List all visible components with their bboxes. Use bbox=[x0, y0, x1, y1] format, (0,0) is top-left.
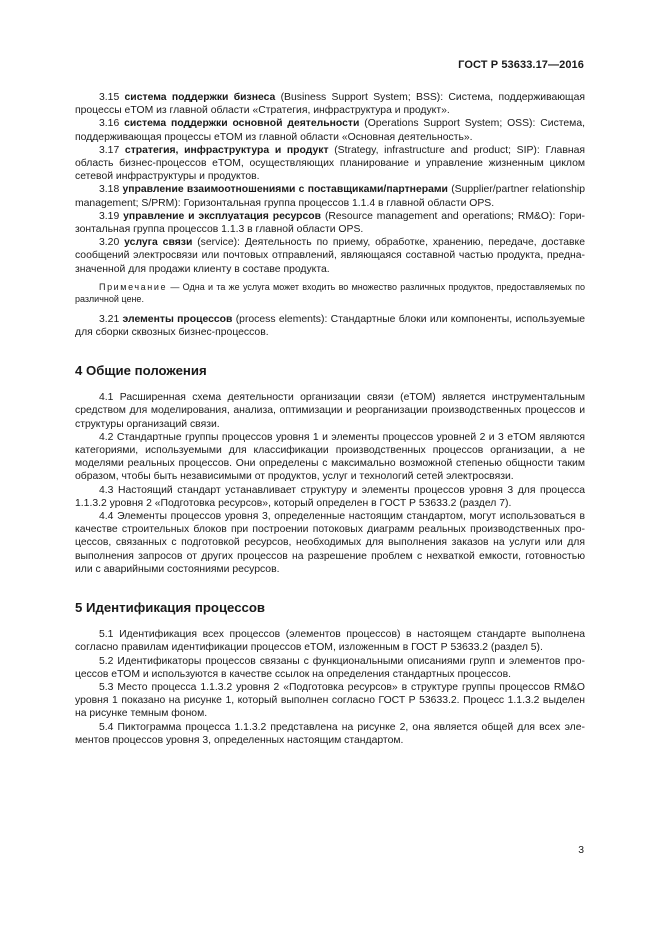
term-definition: (process elements): Стандартные блоки или компоненты, используемые для сборки сквозных бизнес-процессов. bbox=[75, 313, 585, 339]
term-3-20 bbox=[75, 236, 585, 276]
note-text: — Одна и та же услуга может входить во множество различных продуктов, предоставляемых по различной цене. bbox=[75, 281, 585, 304]
paragraph-5-3: 5.3 Место процесса 1.1.3.2 уровня 2 «Подготовка ресурсов» в структуре группы процессов RM&O уровня 1 показано на рисунке 1, который выполнен согласно ГОСТ Р 53633.2. Процесс 1.1.3.2 выделен на рисунке темным фоном. bbox=[75, 681, 585, 720]
paragraph-5-4: 5.4 Пиктограмма процесса 1.1.3.2 представлена на рисунке 2, она является общей для всех элементов процессов уровня 3, определенных настоящим стандартом. bbox=[75, 721, 585, 746]
term-definition: (Strategy, infrastructure and product; SIP): Главная область бизнес-процессов eTOM, осуществляющих планирование и управление жизненным циклом сетевой инфраструктуры и продуктов. bbox=[75, 144, 585, 183]
paragraph-4-2: 4.2 Стандартные группы процессов уровня 1 и элементы процессов уровней 2 и 3 eTOM являются категориями, используемыми для классификации производственных процессов организации, а не моделями реальных процессов. Они определены с максимально возможной степенью общности таким образом, чтобы быть независимыми от продуктов, услуг и технологий сетей электросвязи. bbox=[75, 431, 585, 483]
term-3-19 bbox=[75, 210, 585, 236]
term-definition: (Supplier/partner relationship management; S/PRM): Горизонтальная группа процессов 1.1.4 в главной области OPS. bbox=[75, 184, 585, 209]
term-number: 3.15 bbox=[99, 92, 120, 103]
term-number: 3.16 bbox=[99, 118, 120, 130]
term-definition: (service): Деятельность по приему, обработке, хранению, передаче, доставке сообщений электросвязи или почтовых отправлений, являющаяся составной частью продукта, предназначенной для продажи клиенту в составе продукта. bbox=[75, 237, 585, 275]
term-definition: (Resource management and operations; RM&O): Горизонтальная группа процессов 1.1.3 в главной области OPS. bbox=[75, 210, 586, 236]
term-3-21 bbox=[75, 313, 585, 339]
term-name: стратегия, инфраструктура и продукт bbox=[124, 144, 329, 156]
term-name: система поддержки основной деятельности bbox=[124, 118, 360, 130]
paragraph-4-1: 4.1 Расширенная схема деятельности организации связи (eTOM) является инструментальным средством для моделирования, анализа, оптимизации и реорганизации производственных процессов и структуры организаций связи. bbox=[75, 392, 585, 430]
term-number: 3.20 bbox=[99, 237, 120, 249]
term-3-15 bbox=[75, 91, 585, 117]
paragraph-5-1: 5.1 Идентификация всех процессов (элементов процессов) в настоящем стандарте выполнена согласно правилам идентификации процессов eTOM, изложенным в ГОСТ Р 53633.2 (раздел 5). bbox=[75, 629, 585, 654]
term-number: 3.19 bbox=[99, 210, 120, 222]
term-name: элементы процессов bbox=[122, 313, 233, 325]
term-name: система поддержки бизнеса bbox=[124, 92, 276, 103]
term-number: 3.21 bbox=[99, 313, 120, 325]
note bbox=[75, 281, 585, 305]
term-definition: (Operations Support System; OSS): Система, поддерживающая процессы eTOM из главной области «Основная деятельность». bbox=[75, 118, 585, 143]
term-number: 3.18 bbox=[99, 184, 120, 196]
term-name: услуга связи bbox=[124, 237, 193, 249]
note-label: Примечание bbox=[99, 281, 168, 292]
document-body bbox=[75, 91, 585, 747]
term-name: управление и эксплуатация ресурсов bbox=[123, 210, 322, 222]
term-3-17 bbox=[75, 144, 585, 184]
paragraph-4-4: 4.4 Элементы процессов уровня 3, определенные настоящим стандартом, могут использоваться в качестве строительных блоков при построении потоковых диаграмм реальных производственных процессов, связанных с подготовкой ресурсов, необходимых для выполнения заказов на услуги или для выполнения запросов от других процессов на разрешение проблем с нехваткой емкости, готовностью или с аварийными состояниями ресурсов. bbox=[75, 511, 585, 575]
term-3-16 bbox=[75, 117, 585, 143]
term-definition: (Business Support System; BSS): Система, поддерживающая процессы eTOM из главной области «Стратегия, инфраструктура и продукт». bbox=[75, 92, 585, 117]
document-code-header: ГОСТ Р 53633.17—2016 bbox=[458, 59, 584, 71]
term-number: 3.17 bbox=[99, 144, 120, 156]
term-name: управление взаимоотношениями с поставщиками/партнерами bbox=[122, 184, 448, 196]
section-5-title: 5 Идентификация процессов bbox=[75, 600, 266, 616]
paragraph-5-2: 5.2 Идентификаторы процессов связаны с функциональными описаниями групп и элементов процессов eTOM и используются в качестве ссылок на определения стандартных процессов. bbox=[75, 655, 585, 680]
paragraph-4-3: 4.3 Настоящий стандарт устанавливает структуру и элементы процессов уровня 3 для процесса 1.1.3.2 уровня 2 «Подготовка ресурсов», который определен в ГОСТ Р 53633.2 (раздел 7). bbox=[75, 484, 585, 509]
term-3-18 bbox=[75, 183, 585, 209]
page-number: 3 bbox=[578, 845, 584, 856]
section-4-title: 4 Общие положения bbox=[75, 363, 207, 379]
